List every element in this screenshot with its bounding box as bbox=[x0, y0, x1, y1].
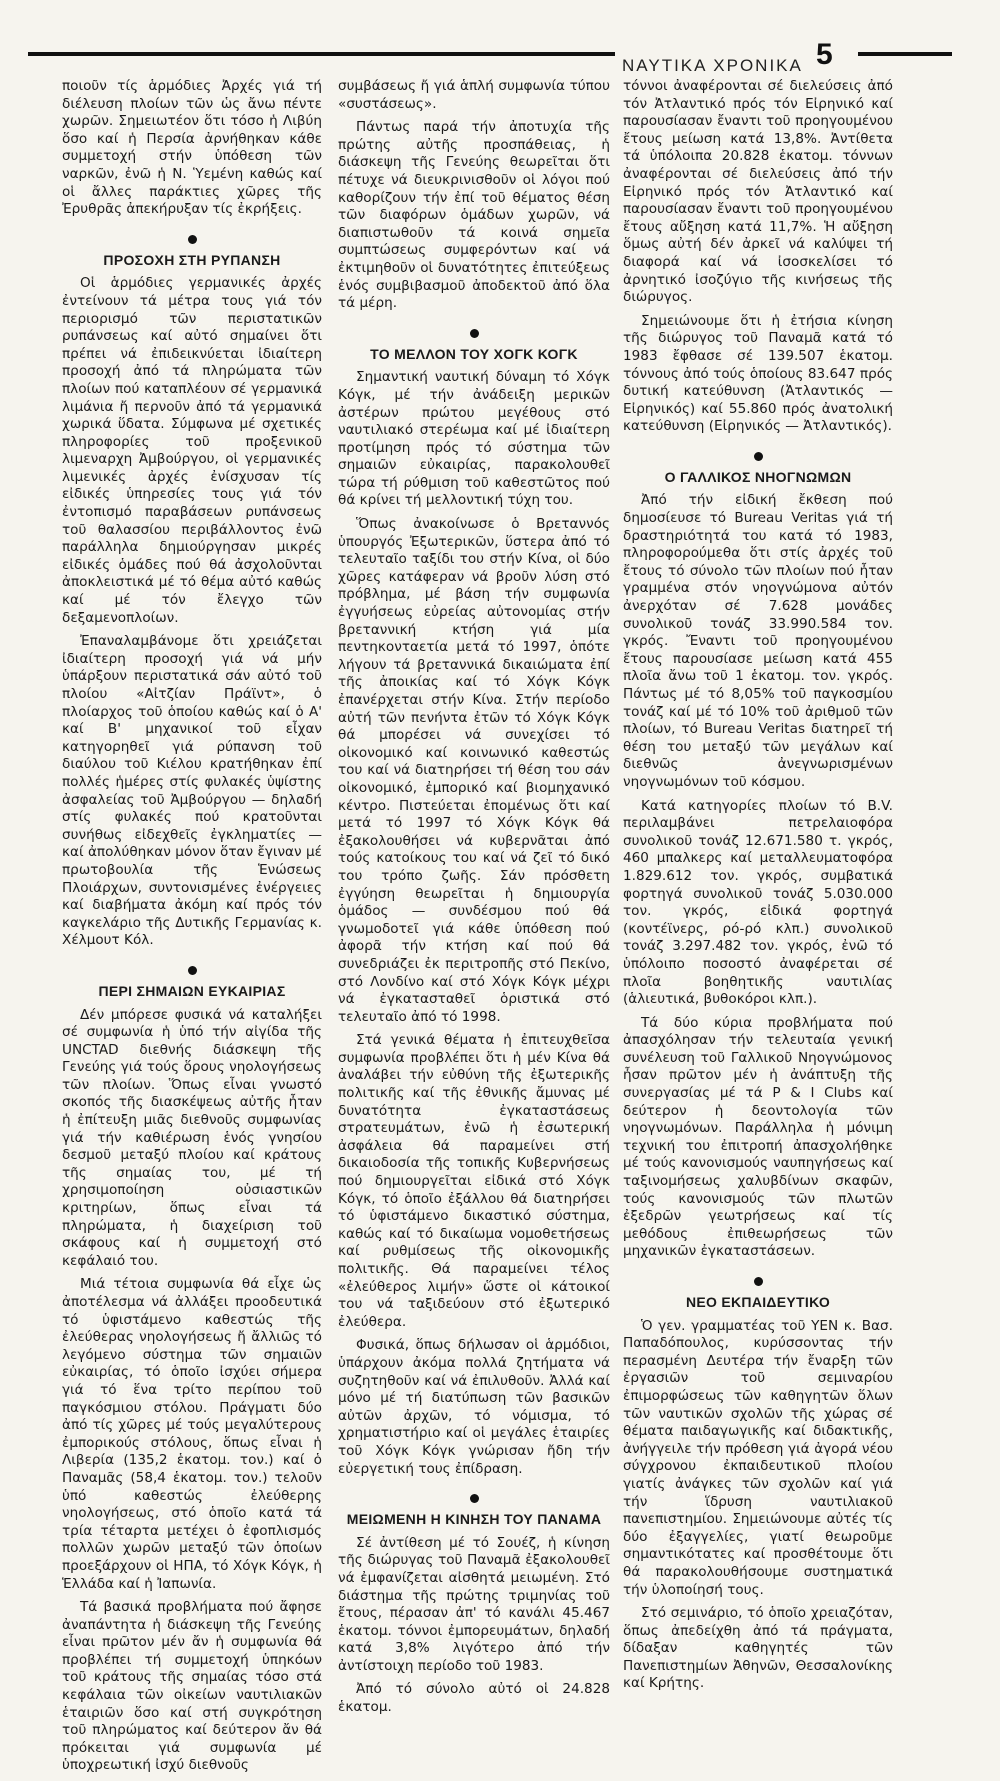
article-paragraph: Οἱ ἁρμόδιες γερμανικές ἀρχές ἐντείνουν τά μέτρα τους γιά τόν περιορισμό τῶν περιστατικῶν ρυπάνσεως καί αὐτό σημαίνει ὅτι πρέπει νά ἐπιδεικνύεται ἰδιαίτερη προσοχή ἀπό τά πληρώματα τῶν πλοίων πού καταπλέουν σέ γερμανικά λιμάνια ἤ περνοῦν ἀπό τά γερμανικά χωρικά ὕδατα. Σύμφωνα μέ σχετικές πληροφορίες τοῦ προξενικοῦ λιμεναρχη Ἀμβούργου, οἱ γερμανικές λιμενικές ἀρχές ἐνίσχυσαν τίς εἰδικές ὑπηρεσίες τους γιά τόν ἐντοπισμό παραβάσεων ρυπάνσεως τοῦ θαλασσίου περιβάλλοντος ἐνῶ παράλληλα δημιούργησαν μικρές εἰδικές ὁμάδες πού θά ἀσχολοῦνται ἀποκλειστικά μέ τό θέμα αὐτό καθώς καί μέ τόν ἔλεγχο τῶν δεξαμενοπλοίων. bbox=[62, 275, 322, 626]
article-paragraph: Στά γενικά θέματα ἡ ἐπιτευχθεῖσα συμφωνία προβλέπει ὅτι ἡ μέν Κίνα θά ἀναλάβει τήν εὐθύνη τῆς ἐξωτερικῆς πολιτικῆς καί τῆς ἐθνικῆς ἄμυνας μέ δυνατότητα ἐγκαταστάσεως στρατευμάτων, ἐνῶ ἡ ἐσωτερική ἀσφάλεια θά παραμείνει στή δικαιοδοσία τῆς τοπικῆς Κυβερνήσεως πού δημιουργεῖται εἰδικά στό Χόγκ Κόγκ, τό ὁποῖο ἐξάλλου θά διατηρήσει τό ὑφιστάμενο δικαστικό σύστημα, καθώς καί τό δικαίωμα νομοθετήσεως καί ρυθμίσεως τῆς οἰκονομικῆς πολιτικῆς. Θά παραμείνει τέλος «ἐλεύθερος λιμήν» ὥστε οἱ κάτοικοί του νά ταξιδεύουν στό ἐξωτερικό ἐλεύθερα. bbox=[338, 1032, 610, 1330]
section-bullet-icon bbox=[188, 235, 197, 244]
article-paragraph: Φυσικά, ὅπως δήλωσαν οἱ ἁρμόδιοι, ὑπάρχουν ἀκόμα πολλά ζητήματα νά συζητηθοῦν καί νά ἐπιλυθοῦν. Ἀλλά καί μόνο μέ τή διατύπωση τῶν βασικῶν αὐτῶν ἀρχῶν, τό νόμισμα, τό χρηματιστήριο καί οἱ μεγάλες ἑταιρίες τοῦ Χόγκ Κόγκ γνώρισαν ἤδη τήν εὐεργετική τους ἐπίδραση. bbox=[338, 1337, 610, 1477]
column-1 bbox=[62, 78, 322, 1781]
article-paragraph: Σημειώνουμε ὅτι ἡ ἐτήσια κίνηση τῆς διώρυγος τοῦ Παναμᾶ κατά τό 1983 ἔφθασε σέ 139.507 ἑκατομ. τόννους ἀπό τούς ὁποίους 83.647 πρός δυτική κατεύθυνση (Ἀτλαντικός — Εἰρηνικός) καί 55.860 πρός ἀνατολική κατεύθυνση (Εἰρηνικός — Ἀτλαντικός). bbox=[623, 312, 893, 435]
article-paragraph: Ὁ γεν. γραμματέας τοῦ ΥΕΝ κ. Βασ. Παπαδόπουλος, κυρύσσοντας τήν περασμένη Δευτέρα τήν ἔναρξη τῶν ἐργασιῶν τοῦ σεμιναρίου ἐπιμορφώσεως τῶν καθηγητῶν ὅλων τῶν ναυτικῶν σχολῶν τῆς χώρας σέ θέματα παιδαγωγικῆς καί διδακτικῆς, ἀνήγγειλε τήν πρόθεση γιά ἀγορά νέου σύγχρονου ἐκπαιδευτικοῦ πλοίου γιατίς ἀνάγκες τῶν σχολῶν καί γιά τήν ἵδρυση ναυτιλιακοῦ πανεπιστημίου. Σημειώνουμε αὐτές τίς δύο ἐξαγγελίες, γιατί θεωροῦμε σημαντικότατες καί προσθέτουμε ὅτι θά παρακολουθήσουμε συστηματικά τήν ὑλοποίησή τους. bbox=[623, 1317, 893, 1598]
article-paragraph: Δέν μπόρεσε φυσικά νά καταλήξει σέ συμφωνία ἡ ὑπό τήν αἰγίδα τῆς UNCTAD διεθνής διάσκεψη τῆς Γενεύης γιά τούς ὅρους νηολογήσεως τῶν πλοίων. Ὅπως εἶναι γνωστό σκοπός τῆς διασκέψεως αὐτῆς ἦταν ἡ ἐπίτευξη μιᾶς διεθνοῦς συμφωνίας γιά τήν καθιέρωση ἑνός γνησίου δεσμοῦ μεταξύ πλοίου καί κράτους τῆς σημαίας του, μέ τή χρησιμοποίηση οὐσιαστικῶν κριτηρίων, ὅπως εἶναι τά πληρώματα, ἡ διαχείριση τοῦ σκάφους καί ἡ συμμετοχή στό κεφάλαιό του. bbox=[62, 1006, 322, 1269]
section-bullet-icon bbox=[188, 966, 197, 975]
section-heading: ΝΕΟ ΕΚΠΑΙΔΕΥΤΙΚΟ bbox=[685, 1294, 831, 1310]
article-paragraph: Σημαντική ναυτική δύναμη τό Χόγκ Κόγκ, μέ τήν ἀνάδειξη μερικῶν ἀστέρων πρώτου μεγέθους στό ναυτιλιακό στερέωμα καί μέ ἰδιαίτερη προτίμηση πρός τό σύστημα τῶν σημαιῶν εὐκαιρίας, παρακολουθεῖ τώρα τή ρύθμιση τοῦ καθεστῶτος πού θά κρίνει τή μελλοντική τύχη του. bbox=[338, 369, 610, 509]
page-number: 5 bbox=[816, 38, 833, 71]
section-heading: ΠΡΟΣΟΧΗ ΣΤΗ ΡΥΠΑΝΣΗ bbox=[103, 251, 281, 268]
column-3 bbox=[623, 78, 893, 1699]
masthead-title: ΝΑΥΤΙΚΑ ΧΡΟΝΙΚΑ bbox=[622, 56, 803, 75]
article-paragraph: Πάντως παρά τήν ἀποτυχία τῆς πρώτης αὐτῆς προσπάθειας, ἡ διάσκεψη τῆς Γενεύης θεωρεῖται ὅτι πέτυχε νά διευκρινισθοῦν οἱ λόγοι πού καθορίζουν τήν ἐπί τοῦ θέματος θέση τῶν διαφόρων ὁμάδων χωρῶν, νά διαπιστωθοῦν τά κοινά σημεῖα συμπτώσεως συμφερόντων καί νά ἐκτιμηθοῦν οἱ δυνατότητες ἐπιτεύξεως ἑνός συμβιβασμοῦ ἀποδεκτοῦ ἀπό ὅλα τά μέρη. bbox=[338, 119, 610, 312]
article-paragraph: Ὅπως ἀνακοίνωσε ὁ Βρεταννός ὑπουργός Ἐξωτερικῶν, ὕστερα ἀπό τό τελευταῖο ταξίδι του στήν Κίνα, οἱ δύο χῶρες κατάφεραν νά βροῦν λύση στό πρόβλημα, μέ βάση τήν συμφωνία ἐγγυήσεως εὐρείας αὐτονομίας στήν βρεταννική κτήση γιά μία πεντηκονταετία μετά τό 1997, ὁπότε λήγουν τά βρεταννικά δικαιώματα ἐπί τῆς ἀποικίας καί τό Χόγκ Κόγκ ἐπανέρχεται στήν Κίνα. Στήν περίοδο αὐτή τῶν πενήντα ἐτῶν τό Χόγκ Κόγκ θά μπορέσει νά συνεχίσει τό οἰκονομικό καί κοινωνικό καθεστώς του καί νά διατηρήσει τή θέση του σάν οἰκονομικό, ἐμπορικό καί βιομηχανικό κέντρο. Πιστεύεται ἐπομένως ὅτι καί μετά τό 1997 τό Χόγκ Κόγκ θά ἐξακολουθήσει νά κυβερνᾶται ἀπό τούς κατοίκους του καί νά ζεῖ τό δικό του τρόπο ζωῆς. Σάν πρόσθετη ἐγγύηση θεωρεῖται ἡ δημιουργία ὁμάδος — συνδέσμου πού θά γνωμοδοτεῖ γιά κάθε ὑπόθεση πού ἀφορᾶ τήν κτήση καί πού θά συνεδριάζει ἐκ περιτροπῆς στό Πεκίνο, στό Λονδίνο καί στό Χόγκ Κόγκ μέχρι νά ἐγκατασταθεῖ ὁριστικά στό τελευταῖο ἀπό τό 1998. bbox=[338, 516, 610, 1025]
section-heading: ΜΕΙΩΜΕΝΗ Η ΚΙΝΗΣΗ ΤΟΥ ΠΑΝΑΜΑ bbox=[346, 1511, 602, 1528]
section-bullet-icon bbox=[470, 1494, 479, 1503]
article-paragraph: Ἀπό τήν εἰδική ἔκθεση πού δημοσίευσε τό Bureau Veritas γιά τή δραστηριότητά του κατά τό 1983, πληροφορούμεθα ὅτι στίς ἀρχές τοῦ ἔτους τό σύνολο τῶν πλοίων πού ἦταν γραμμένα στόν νηογνώμονα αὐτόν ἀνερχόταν σέ 7.628 μονάδες συνολικοῦ τονάζ 33.990.584 τον. γκρός. Ἔναντι τοῦ προηγουμένου ἔτους παρουσίασε μείωση κατά 455 πλοῖα ἄνω τοῦ 1 ἑκατομ. τον. γκρός. Πάντως μέ τό 8,05% τοῦ παγκοσμίου τονάζ καί μέ τό 10% τοῦ ἀριθμοῦ τῶν πλοίων, τό Bureau Veritas διατηρεῖ τή θέση του μεταξύ τῶν μεγάλων καί διεθνῶς ἀνεγνωρισμένων νηογνωμόνων τοῦ κόσμου. bbox=[623, 492, 893, 790]
header-rule-right bbox=[858, 52, 952, 56]
section-heading: ΤΟ ΜΕΛΛΟΝ ΤΟΥ ΧΟΓΚ ΚΟΓΚ bbox=[370, 345, 578, 362]
article-paragraph: Ἀπό τό σύνολο αὐτό οἱ 24.828 ἑκατομ. bbox=[338, 1681, 610, 1716]
article-paragraph: Τά δύο κύρια προβλήματα πού ἀπασχόλησαν τήν τελευταία γενική συνέλευση τοῦ Γαλλικοῦ Νηογνώμονος ἦσαν πρῶτον μέν ἡ ἀνάπτυξη τῆς συνεργασίας μέ τά P & I Clubs καί δεύτερον ἡ δεοντολογία τῶν νηογνωμόνων. Παράλληλα ἡ μόνιμη τεχνική του ἐπιτροπή ἀπασχολήθηκε μέ τούς κανονισμούς ναυπηγήσεως καί ταξινομήσεως χαλυβδίνων σκαφῶν, τούς κανονισμούς τῶν πλωτῶν ἐξεδρῶν γεωτρήσεως καί τίς μεθόδους ἐπιθεωρήσεως τῶν μηχανικῶν ἐγκαταστάσεων. bbox=[623, 1014, 893, 1260]
article-paragraph: Μιά τέτοια συμφωνία θά εἶχε ὡς ἀποτέλεσμα νά ἀλλάξει προοδευτικά τό ὑφιστάμενο καθεστώς τῆς ἐλεύθερας νηολογήσεως ἤ ἄλλιῶς τό λεγόμενο σύστημα τῶν σημαιῶν εὐκαιρίας, τό ὁποῖο ἰσχύει σήμερα γιά τό ἕνα τρίτο περίπου τοῦ παγκόσμιου στόλου. Πράγματι δύο ἀπό τίς χῶρες μέ τούς μεγαλύτερους ἐμπορικούς στόλους, ὅπως εἶναι ἡ Λιβερία (135,2 ἑκατομ. τον.) καί ὁ Παναμᾶς (58,4 ἑκατομ. τον.) τελοῦν ὑπό καθεστώς ἐλεύθερης νηολογήσεως, στό ὁποῖο κατά τά τρία τέταρτα μετέχει ὁ ἐφοπλισμός πολλῶν χωρῶν μεταξύ τῶν ὁποίων προεξάρχουν οἱ ΗΠΑ, τό Χόγκ Κόγκ, ἡ Ἑλλάδα καί ἡ Ἰαπωνία. bbox=[62, 1276, 322, 1592]
article-paragraph: Τά βασικά προβλήματα πού ἄφησε ἀναπάντητα ἡ διάσκεψη τῆς Γενεύης εἶναι πρῶτον μέν ἄν ἡ συμφωνία θά προβλέπει τή συμμετοχή ὑπηκόων τοῦ κράτους τῆς σημαίας τόσο στά κεφάλαια τῶν οἰκείων ναυτιλιακῶν ἑταιριῶν ὅσο καί στή συγκρότηση τοῦ πληρώματος καί δεύτερον ἄν θά πρόκειται γιά συμφωνία μέ ὑποχρεωτική ἰσχύ διεθνοῦς bbox=[62, 1599, 322, 1774]
article-paragraph: Στό σεμινάριο, τό ὁποῖο χρειαζόταν, ὅπως ἀπεδείχθη ἀπό τά πράγματα, δίδαξαν καθηγητές τῶν Πανεπιστημίων Ἀθηνῶν, Θεσσαλονίκης καί Κρήτης. bbox=[623, 1605, 893, 1692]
section-heading: Ο ΓΑΛΛΙΚΟΣ ΝΗΟΓΝΩΜΩΝ bbox=[664, 468, 852, 485]
article-paragraph: Κατά κατηγορίες πλοίων τό Β.V. περιλαμβάνει πετρελαιοφόρα συνολικοῦ τονάζ 12.671.580 τ. γκρός, 460 μπαλκερς καί μεταλλευματοφόρα 1.829.612 τον. γκρός, συμβατικά φορτηγά συνολικοῦ τονάζ 5.030.000 τον. γκρός, εἰδικά φορτηγά (κοντέϊνερς, ρό-ρό κλπ.) συνολικοῦ τονάζ 3.297.482 τον. γκρός, ἐνῶ τό ὑπόλοιπο ποσοστό ἀναφέρεται σέ πλοῖα βοηθητικῆς ναυτιλίας (ἁλιευτικά, βυθοκόροι κλπ.). bbox=[623, 797, 893, 1008]
article-paragraph: τόννοι ἀναφέρονται σέ διελεύσεις ἀπό τόν Ἀτλαντικό πρός τόν Εἰρηνικό καί παρουσίασαν ἔναντι τοῦ προηγουμένου ἔτους μείωση κατά 13,8%. Ἀντίθετα τά ὑπόλοιπα 20.828 ἑκατομ. τόννων ἀναφέρονται σέ διελεύσεις ἀπό τήν Εἰρηνικό πρός τόν Ἀτλαντικό καί παρουσίασαν ἔναντι τοῦ προηγουμένου ἔτους αὔξηση κατά 11,7%. Ἡ αὔξηση ὅμως αὐτή δέν ἀρκεῖ νά καλύψει τή διαφορά καί νά ἰσοσκελίσει τό ἀρνητικό ἰσοζύγιο τῆς κινήσεως τῆς διώρυγος. bbox=[623, 78, 893, 306]
header-rule-left bbox=[28, 52, 615, 56]
section-bullet-icon bbox=[754, 452, 763, 461]
article-paragraph: Ἐπαναλαμβάνομε ὅτι χρειάζεται ἰδιαίτερη προσοχή γιά νά μήν ὑπάρξουν περιστατικά σάν αὐτό τοῦ πλοίου «Αἰτζίαν Πράϊντ», ὁ πλοίαρχος τοῦ ὁποίου καθώς καί ὁ Α' καί Β' μηχανικοί τοῦ εἶχαν κατηγορηθεῖ γιά ρύπανση τοῦ διαύλου τοῦ Κιέλου κρατήθηκαν ἐπί πολλές ἡμέρες στίς φυλακές ὑψίστης ἀσφαλείας τοῦ Ἀμβούργου — δηλαδή στίς φυλακές πού κρατοῦνται συνήθως εἰδεχθεῖς ἐγκληματίες — καί ἀπολύθηκαν μόνον ὅταν ἔγιναν μέ πρωτοβουλία τῆς Ἑνώσεως Πλοιάρχων, συντονισμένες ἐνέργειες καί διαβήματα ἀκόμη καί πρός τόν καγκελάριο τῆς Δυτικῆς Γερμανίας κ. Χέλμουτ Κόλ. bbox=[62, 633, 322, 949]
section-heading: ΠΕΡΙ ΣΗΜΑΙΩΝ ΕΥΚΑΙΡΙΑΣ bbox=[98, 982, 286, 999]
article-paragraph: συμβάσεως ἤ γιά ἁπλή συμφωνία τύπου «συστάσεως». bbox=[338, 78, 610, 112]
column-2 bbox=[338, 78, 610, 1723]
section-bullet-icon bbox=[754, 1277, 763, 1286]
article-paragraph: ποιοῦν τίς ἁρμόδιες Ἀρχές γιά τή διέλευση πλοίων τῶν ὡς ἄνω πέντε χωρῶν. Σημειωτέον ὅτι τόσο ἡ Λιβύη ὅσο καί ἡ Περσία ἀρνήθηκαν κάθε συμμετοχή στήν ὑπόθεση τῶν ναρκῶν, ἐνῶ ἡ Ν. Ὑεμένη καθώς καί οἱ ἄλλες παράκτιες χῶρες τῆς Ἐρυθρᾶς ἀπεκήρυξαν τίς ἐκρήξεις. bbox=[62, 78, 322, 218]
article-paragraph: Σέ ἀντίθεση μέ τό Σουέζ, ἡ κίνηση τῆς διώρυγας τοῦ Παναμᾶ ἐξακολουθεῖ νά ἐμφανίζεται αἰσθητά μειωμένη. Στό διάστημα τῆς πρώτης τριμηνίας τοῦ ἔτους, πέρασαν ἀπ' τό κανάλι 45.467 ἑκατομ. τόννοι ἐμπορευμάτων, δηλαδή κατά 3,8% λιγότερο ἀπό τήν ἀντίστοιχη περίοδο τοῦ 1983. bbox=[338, 1534, 610, 1674]
section-bullet-icon bbox=[470, 329, 479, 338]
